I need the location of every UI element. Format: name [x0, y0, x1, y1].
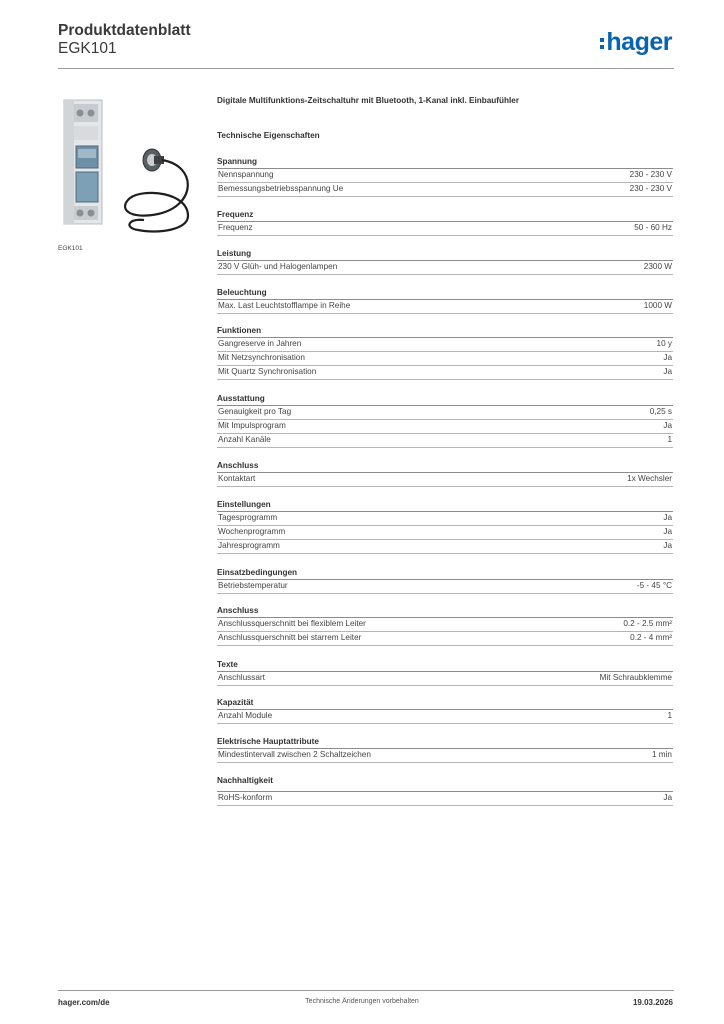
row-key: Anschlussquerschnitt bei flexiblem Leiter: [218, 619, 366, 628]
row-key: Kontaktart: [218, 474, 256, 483]
table-row: [217, 672, 673, 686]
footer-notice: Technische Änderungen vorbehalten: [305, 998, 419, 1005]
row-key: Gangreserve in Jahren: [218, 339, 302, 348]
table-row: [217, 580, 673, 594]
row-key: Max. Last Leuchtstofflampe in Reihe: [218, 301, 351, 310]
section-title: Beleuchtung: [217, 288, 267, 297]
section-title: Anschluss: [217, 461, 259, 470]
footer-date: 19.03.2026: [632, 998, 673, 1007]
row-key: Mit Quartz Synchronisation: [218, 367, 317, 376]
row-value: 2300 W: [643, 262, 672, 271]
row-value: Ja: [663, 527, 672, 536]
row-key: Anzahl Module: [218, 711, 273, 720]
table-row: [217, 792, 673, 806]
row-key: Wochenprogramm: [218, 527, 286, 536]
row-key: Anschlussart: [218, 673, 265, 682]
section-title: Nachhaltigkeit: [217, 776, 273, 785]
table-row: [217, 512, 673, 526]
row-value: 50 - 60 Hz: [634, 223, 672, 232]
table-row: [217, 406, 673, 420]
logo-dots-icon: [600, 38, 604, 49]
table-row: [217, 618, 673, 632]
document-title: Produktdatenblatt: [58, 22, 191, 39]
table-row: [217, 434, 673, 448]
row-key: RoHS-konform: [218, 793, 273, 802]
product-image: [58, 96, 202, 240]
section-title: Frequenz: [217, 210, 254, 219]
product-photo-icon: [58, 96, 202, 240]
row-value: 230 - 230 V: [629, 184, 672, 193]
row-value: Ja: [663, 513, 672, 522]
row-value: 0.2 - 4 mm²: [630, 633, 672, 642]
table-row: [217, 540, 673, 554]
section-title: Funktionen: [217, 326, 262, 335]
row-value: Ja: [663, 421, 672, 430]
row-key: Tagesprogramm: [218, 513, 278, 522]
table-row: [217, 352, 673, 366]
table-row: [217, 169, 673, 183]
row-key: 230 V Glüh- und Halogenlampen: [218, 262, 338, 271]
row-value: Ja: [663, 541, 672, 550]
row-value: -5 - 45 °C: [636, 581, 672, 590]
table-row: [217, 261, 673, 275]
table-row: [217, 183, 673, 197]
section-title: Anschluss: [217, 606, 259, 615]
table-row: [217, 420, 673, 434]
footer-divider: [58, 990, 674, 991]
hager-logo: [600, 28, 672, 56]
row-value: 1: [667, 435, 672, 444]
section-title: Elektrische Hauptattribute: [217, 737, 319, 746]
row-value: Ja: [663, 353, 672, 362]
table-row: [217, 222, 673, 236]
row-value: Ja: [663, 793, 672, 802]
tech-heading: Technische Eigenschaften: [217, 131, 320, 140]
table-row: [217, 749, 673, 763]
row-value: 1 min: [651, 750, 672, 759]
row-key: Anzahl Kanäle: [218, 435, 271, 444]
logo-text: hager: [606, 28, 672, 56]
row-key: Bemessungsbetriebsspannung Ue: [218, 184, 344, 193]
section-title: Leistung: [217, 249, 252, 258]
row-value: Ja: [663, 367, 672, 376]
table-row: [217, 300, 673, 314]
section-title: Texte: [217, 660, 238, 669]
product-description: Digitale Multifunktions-Zeitschaltuhr mit Bluetooth, 1-Kanal inkl. Einbaufühler: [217, 96, 520, 105]
table-row: [217, 366, 673, 380]
section-title: Kapazität: [217, 698, 254, 707]
page-header: [58, 20, 674, 68]
row-value: 1x Wechsler: [627, 474, 672, 483]
row-value: 1: [667, 711, 672, 720]
header-divider: [58, 68, 674, 69]
table-row: [217, 526, 673, 540]
row-value: Mit Schraubklemme: [599, 673, 672, 682]
section-title: Einsatzbedingungen: [217, 568, 298, 577]
row-key: Betriebstemperatur: [218, 581, 288, 590]
row-key: Anschlussquerschnitt bei starrem Leiter: [218, 633, 362, 642]
footer-website-link[interactable]: hager.com/de: [58, 998, 110, 1007]
table-row: [217, 338, 673, 352]
row-key: Nennspannung: [218, 170, 274, 179]
table-row: [217, 473, 673, 487]
row-value: 1000 W: [643, 301, 672, 310]
row-value: 0.2 - 2.5 mm²: [623, 619, 672, 628]
product-code: EGK101: [58, 40, 117, 57]
row-key: Frequenz: [218, 223, 253, 232]
section-title: Ausstattung: [217, 394, 265, 403]
row-key: Genauigkeit pro Tag: [218, 407, 292, 416]
row-value: 10 y: [656, 339, 672, 348]
table-row: [217, 710, 673, 724]
row-key: Mit Netzsynchronisation: [218, 353, 305, 362]
row-key: Jahresprogramm: [218, 541, 280, 550]
section-title: Einstellungen: [217, 500, 271, 509]
row-value: 230 - 230 V: [629, 170, 672, 179]
row-value: 0,25 s: [649, 407, 672, 416]
table-row: [217, 632, 673, 646]
section-title: Spannung: [217, 157, 258, 166]
image-caption: EGK101: [58, 245, 83, 252]
row-key: Mindestintervall zwischen 2 Schaltzeichen: [218, 750, 371, 759]
row-key: Mit Impulsprogram: [218, 421, 286, 430]
